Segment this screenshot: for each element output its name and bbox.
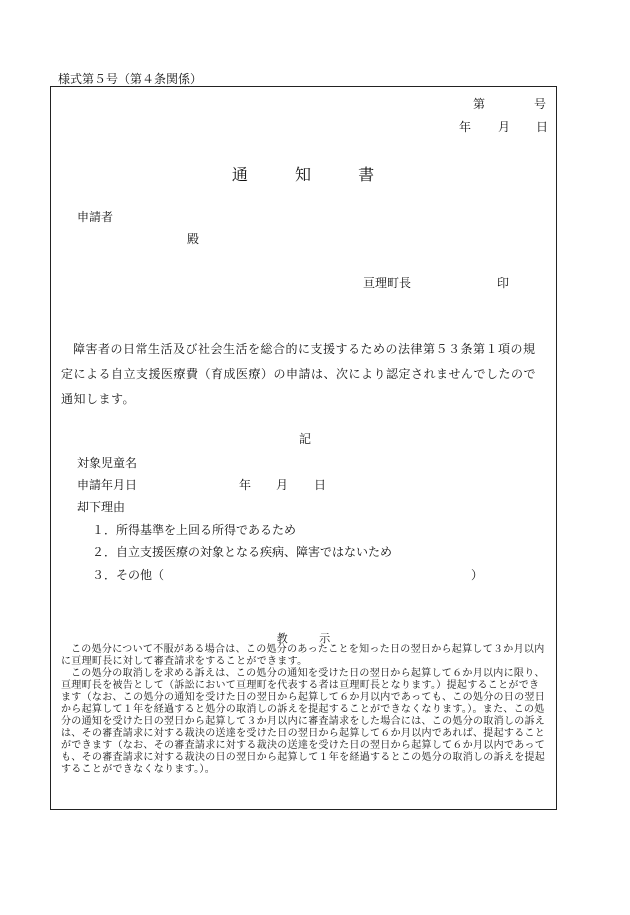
notes-title-char: 教 — [276, 632, 288, 645]
date-year-label: 年 — [459, 120, 472, 134]
rejection-reason-label: 却下理由 — [77, 500, 126, 514]
seal-label: 印 — [497, 276, 510, 290]
title-char: 通 — [231, 165, 249, 184]
date-day-label: 日 — [536, 120, 549, 134]
application-month-label: 月 — [276, 478, 289, 492]
reason-item: １．所得基準を上回る所得であるため — [92, 523, 297, 537]
child-name-label: 対象児童名 — [77, 456, 138, 470]
notes-body — [61, 644, 549, 776]
notes-title-char: 示 — [319, 632, 331, 645]
form-number-label: 様式第５号（第４条関係） — [58, 72, 203, 86]
reason-other-close: ） — [471, 568, 484, 582]
notes-paragraph: この処分について不服がある場合は、この処分のあったことを知った日の翌日から起算して３か月以内に亘理町長に対して審査請求をすることができます。 — [61, 644, 545, 667]
reason-item: ２．自立支援医療の対象となる疾病、障害ではないため — [92, 545, 393, 559]
page-title — [51, 162, 556, 185]
notice-frame — [50, 86, 557, 810]
issuer-label: 亘理町長 — [363, 276, 412, 290]
notes-paragraph: この処分の取消しを求める訴えは、この処分の通知を受けた日の翌日から起算して６か月以内に限り、亘理町長を被告として（訴訟において亘理町を代表する者は亘理町長となります。）提起することができます（なお、この処分の通知を受けた日の翌日から起算して６か月以内であっても、この処分の日の翌日から起算して１年を経過すると処分の取消しの訴えを提起することができなくなります。）。また、この処分の通知を受けた日の翌日から起算して３か月以内に審査請求をした場合には、この処分の取消しの訴えは、その審査請求に対する裁決の送達を受けた日の翌日から起算して６か月以内であれば、提起することができます（なお、その審査請求に対する裁決の送達を受けた日の翌日から起算して６か月以内であっても、その審査請求に対する裁決の日の翌日から起算して１年を経過するとこの処分の取消しの訴えを提起することができなくなります。）。 — [61, 668, 546, 775]
notice-body: 障害者の日常生活及び社会生活を総合的に支援するための法律第５３条第１項の規定による自立支援医療費（育成医療）の申請は、次により認定されませんでしたので通知します。 — [61, 342, 537, 406]
doc-number-prefix: 第 — [473, 97, 486, 111]
reason-other-label: ３．その他（ — [92, 568, 165, 582]
title-char: 知 — [294, 165, 312, 184]
doc-number-suffix: 号 — [534, 97, 547, 111]
application-date-label: 申請年月日 — [77, 478, 138, 492]
application-year-label: 年 — [239, 478, 252, 492]
title-char: 書 — [358, 165, 376, 184]
date-month-label: 月 — [498, 120, 511, 134]
applicant-label: 申請者 — [77, 210, 114, 224]
ki-label: 記 — [299, 432, 312, 446]
honorific-label: 殿 — [187, 232, 200, 246]
application-day-label: 日 — [314, 478, 327, 492]
